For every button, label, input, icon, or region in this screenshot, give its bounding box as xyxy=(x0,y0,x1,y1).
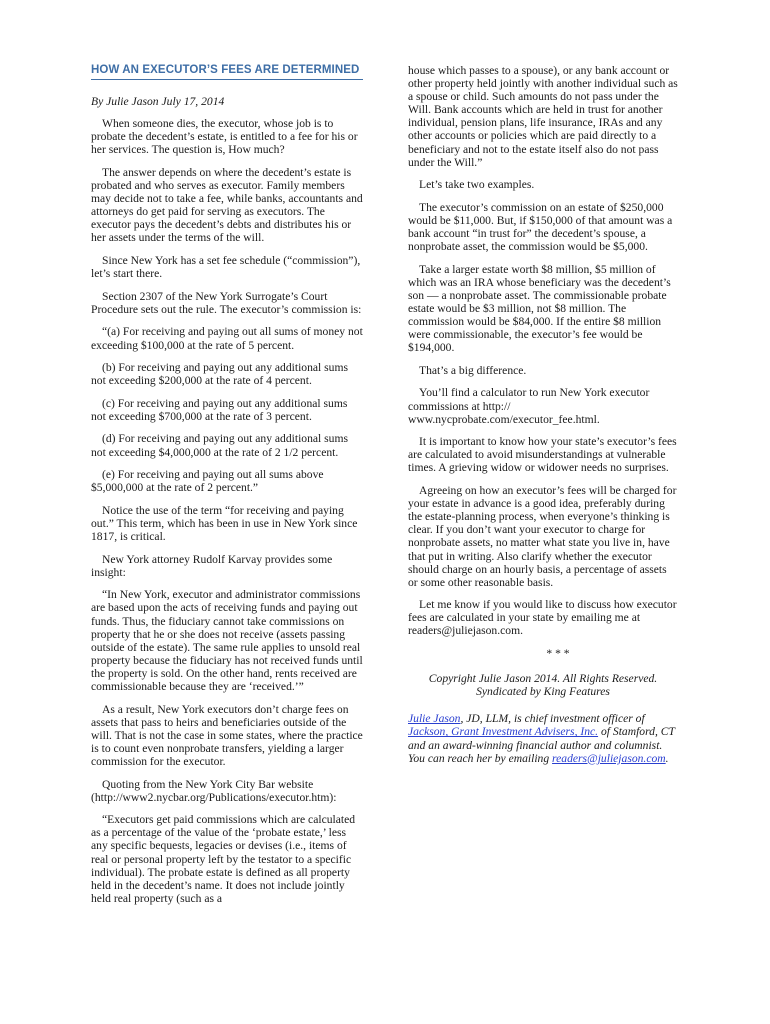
paragraph: You’ll find a calculator to run New York executor commissions at http:// www.nycprobate.com/executor_fee.html. xyxy=(408,386,650,426)
paragraph: (c) For receiving and paying out any additional sums not exceeding $700,000 at the rate of 3 percent. xyxy=(91,396,348,423)
paragraph: “Executors get paid commissions which are calculated as a percentage of the value of the ‘probate estate,’ less any specific bequests, legacies or devises (i.e., items of real or personal property left by the testator to a specific individual). The probate estate is defined as all property held in the decedent’s name. It does not include jointly held real property (such as a xyxy=(91,813,356,905)
bio-text: . xyxy=(665,751,669,765)
section-separator: * * * xyxy=(546,647,570,661)
syndication-line: Syndicated by King Features xyxy=(476,685,610,699)
byline: By Julie Jason July 17, 2014 xyxy=(91,95,225,109)
paragraph: Let me know if you would like to discuss how executor fees are calculated in your state by emailing me at readers@juliejason.com. xyxy=(408,598,677,638)
paragraph: Let’s take two examples. xyxy=(419,178,535,192)
paragraph: That’s a big difference. xyxy=(419,363,527,377)
bio-text: of Stamford, CT and an award-winning financial author and columnist. You can reach her by emailing xyxy=(408,725,675,765)
paragraph: Notice the use of the term “for receiving and paying out.” This term, which has been in use in New York since 1817, is critical. xyxy=(91,503,358,544)
email-link[interactable]: readers@juliejason.com xyxy=(552,751,666,765)
paragraph: Agreeing on how an executor’s fees will be charged for your estate in advance is a good idea, preferably during the estate-planning process, when everyone’s thinking is clear. If you don’t want your executor to charge for nonprobate assets, no matter what state you live in, have that put in writing. Also clarify whether the executor should charge on an hourly basis, a percentage of assets or some other reasonable basis. xyxy=(408,484,677,589)
bio-text: , JD, LLM, is chief investment officer of xyxy=(460,712,645,726)
right-column xyxy=(408,64,678,765)
paragraph: The answer depends on where the decedent’s estate is probated and who serves as executor. Family members may decide not to take a fee, while banks, accountants and attorneys do get paid for serving as executors. The executor pays the decedent’s debts and distributes his or her assets under the terms of the will. xyxy=(91,165,363,245)
paragraph: Since New York has a set fee schedule (“commission”), let’s start there. xyxy=(91,254,361,281)
paragraph-continuation: house which passes to a spouse), or any bank account or other property held jointly with another individual such as a spouse or child. Such amounts do not pass under the Will. Bank accounts which are held in trust for another individual, pension plans, life insurance, IRAs and any other accounts or policies which are paid directly to a beneficiary and not to the estate itself also do not pass under the Will.” xyxy=(408,64,678,169)
paragraph: The executor’s commission on an estate of $250,000 would be $11,000. But, if $150,000 of that amount was a bank account “in trust for” the decedent’s spouse, a nonprobate asset, the commission would be $5,000. xyxy=(408,200,673,254)
paragraph: Section 2307 of the New York Surrogate’s Court Procedure sets out the rule. The executor’s commission is: xyxy=(91,289,362,316)
paragraph: “(a) For receiving and paying out all sums of money not exceeding $100,000 at the rate of 5 percent. xyxy=(91,325,363,352)
paragraph: (e) For receiving and paying out all sums above $5,000,000 at the rate of 2 percent.” xyxy=(91,468,324,495)
firm-link[interactable]: Jackson, Grant Investment Advisers, Inc. xyxy=(408,725,599,739)
paragraph: Take a larger estate worth $8 million, $5 million of which was an IRA whose beneficiary was the decedent’s son — a nonprobate asset. The commissionable probate estate would be $3 million, not $8 million. The commission would be $84,000. If the entire $8 million were commissionable, the executor’s fee would be $194,000. xyxy=(408,262,671,355)
paragraph: It is important to know how your state’s executor’s fees are calculated to avoid misunderstandings at vulnerable times. A grieving widow or widower needs no surprises. xyxy=(408,435,677,475)
paragraph: “In New York, executor and administrator commissions are based upon the acts of receiving funds and paying out funds. Thus, the fiduciary cannot take commissions on property that he or she does not receive (assets passing outside of the estate). The same rule applies to unsold real property because the fiduciary has not received funds until the property is sold. On the other hand, rents received are commissionable because they are ‘received.’” xyxy=(91,588,363,693)
paragraph: New York attorney Rudolf Karvay provides some insight: xyxy=(91,552,333,579)
paragraph: Quoting from the New York City Bar website (http://www2.nycbar.org/Publications/executor.htm): xyxy=(91,777,337,804)
paragraph: (d) For receiving and paying out any additional sums not exceeding $4,000,000 at the rate of 2 1/2 percent. xyxy=(91,432,348,459)
paragraph: (b) For receiving and paying out any additional sums not exceeding $200,000 at the rate of 4 percent. xyxy=(91,361,348,388)
copyright-notice xyxy=(408,672,678,698)
author-link[interactable]: Julie Jason xyxy=(408,712,461,726)
left-column xyxy=(91,64,363,914)
author-bio xyxy=(408,712,678,764)
paragraph: As a result, New York executors don’t charge fees on assets that pass to heirs and beneficiaries outside of the will. That is not the case in some states, where the practice is to count even nonprobate transfers, yielding a larger commission for the executor. xyxy=(91,702,363,768)
article-title: HOW AN EXECUTOR’S FEES ARE DETERMINED xyxy=(91,64,363,80)
copyright-line: Copyright Julie Jason 2014. All Rights Reserved. xyxy=(428,672,658,686)
paragraph: When someone dies, the executor, whose job is to probate the decedent’s estate, is entitled to a fee for his or her services. The question is, How much? xyxy=(91,117,358,157)
